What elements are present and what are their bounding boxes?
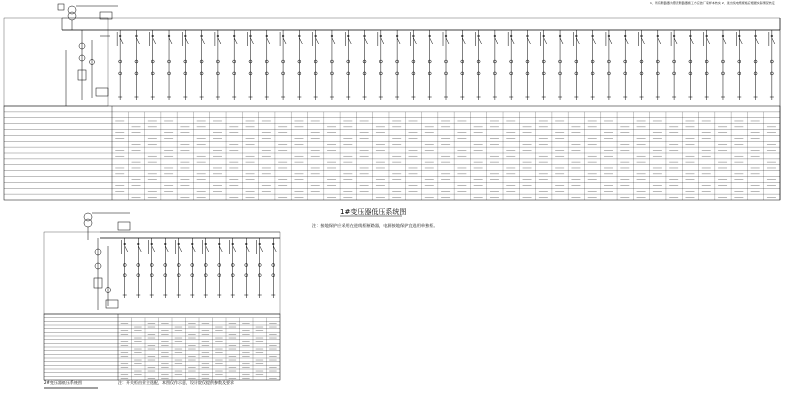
feeder-circuit [232,30,237,100]
feeder-circuit [493,30,498,100]
feeder-circuit [330,30,335,100]
feeder-circuit [395,30,400,100]
feeder-circuit [558,30,563,100]
feeder-circuit [573,30,579,100]
feeder-circuit [443,30,449,100]
lower-diagram-note: 注：开关柜由业主选配，本图仅作示意，设计院仅提供参数及要求 [118,380,234,385]
lower-diagram [44,213,280,388]
feeder-circuit [363,30,368,100]
feeder-circuit [428,30,433,100]
feeder-circuit [656,30,661,100]
feeder-circuit [176,238,182,298]
feeder-circuit [149,238,155,298]
feeder-circuit [525,30,530,100]
feeder-circuit [182,30,188,100]
feeder-circuit [203,238,209,298]
feeder-circuit [150,30,156,100]
feeder-circuit [297,30,302,100]
upper-transformer-symbol [68,6,76,14]
feeder-circuit [244,238,249,298]
main-diagram-note: 注：接地保护应采用在进线柜断路器，电源接地保护宜选用单独柜。 [312,223,438,228]
lower-transformer-symbol [84,213,92,221]
feeder-circuit [591,30,596,100]
feeder-circuit [378,30,384,100]
lower-diagram-title: 2#变压器低压系统图 [44,380,82,385]
feeder-circuit [410,30,416,100]
lower-feeder-columns [122,238,277,298]
feeder-circuit [117,30,123,100]
feeder-circuit [200,30,205,100]
feeder-circuit [271,238,276,298]
feeder-circuit [671,30,677,100]
feeder-circuit [215,30,221,100]
upper-feeder-columns [117,30,775,100]
feeder-circuit [754,30,759,100]
feeder-circuit [623,30,628,100]
feeder-circuit [606,30,612,100]
feeder-circuit [688,30,693,100]
feeder-circuit [163,238,168,298]
feeder-circuit [280,30,286,100]
feeder-circuit [167,30,172,100]
feeder-circuit [721,30,726,100]
feeder-circuit [190,238,195,298]
feeder-circuit [122,238,128,298]
feeder-circuit [736,30,742,100]
feeder-circuit [247,30,253,100]
lower-parameter-table [44,314,280,380]
feeder-circuit [136,238,141,298]
feeder-circuit [313,30,319,100]
feeder-circuit [460,30,465,100]
main-diagram-title: 1#变压器低压系统图 [340,208,407,216]
top-right-note: 1、所有断路器为塑壳断路器施工方应按厂家样本核实 2、进出线电缆规格应根据实际情况核定 [650,1,775,5]
upper-diagram [4,4,780,200]
feeder-circuit [345,30,351,100]
feeder-circuit [257,238,263,298]
feeder-circuit [508,30,514,100]
feeder-circuit [769,30,775,100]
feeder-circuit [265,30,270,100]
upper-parameter-table [4,106,780,200]
feeder-circuit [230,238,236,298]
feeder-circuit [476,30,482,100]
feeder-circuit [639,30,645,100]
feeder-circuit [134,30,139,100]
feeder-circuit [217,238,222,298]
feeder-circuit [704,30,710,100]
feeder-circuit [541,30,547,100]
